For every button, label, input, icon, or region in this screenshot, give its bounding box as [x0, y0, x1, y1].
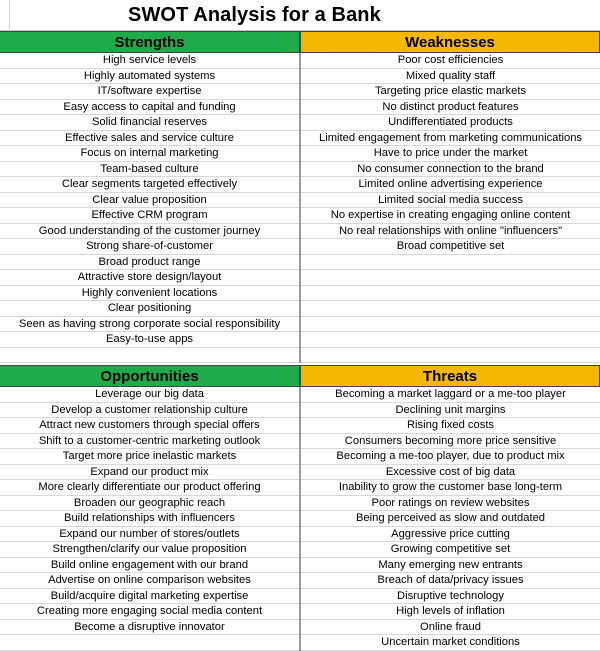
weaknesses-header: Weaknesses	[300, 31, 600, 53]
list-item: Build relationships with influencers	[0, 511, 299, 527]
list-item: Broad product range	[0, 255, 299, 271]
list-item: Disruptive technology	[301, 589, 600, 605]
list-item: Excessive cost of big data	[301, 465, 600, 481]
list-item: Declining unit margins	[301, 403, 600, 419]
list-item: Strengthen/clarify our value proposition	[0, 542, 299, 558]
empty-row	[301, 317, 600, 333]
page-title: SWOT Analysis for a Bank	[128, 4, 381, 26]
list-item: No consumer connection to the brand	[301, 162, 600, 178]
list-item: Attractive store design/layout	[0, 270, 299, 286]
list-item: Consumers becoming more price sensitive	[301, 434, 600, 450]
list-item: Target more price inelastic markets	[0, 449, 299, 465]
list-item: Focus on internal marketing	[0, 146, 299, 162]
list-item: No expertise in creating engaging online content	[301, 208, 600, 224]
list-item: No distinct product features	[301, 100, 600, 116]
list-item: Being perceived as slow and outdated	[301, 511, 600, 527]
list-item: Highly convenient locations	[0, 286, 299, 302]
empty-row	[301, 301, 600, 317]
list-item: Clear positioning	[0, 301, 299, 317]
empty-row	[301, 255, 600, 271]
list-item: Breach of data/privacy issues	[301, 573, 600, 589]
list-item: Attract new customers through special offers	[0, 418, 299, 434]
list-item: Limited online advertising experience	[301, 177, 600, 193]
list-item: Develop a customer relationship culture	[0, 403, 299, 419]
strengths-header: Strengths	[0, 31, 300, 53]
list-item: Mixed quality staff	[301, 69, 600, 85]
threats-column	[300, 365, 600, 651]
list-item: Highly automated systems	[0, 69, 299, 85]
list-item: Expand our product mix	[0, 465, 299, 481]
list-item: Online fraud	[301, 620, 600, 636]
list-item: Build/acquire digital marketing expertise	[0, 589, 299, 605]
empty-row	[301, 348, 600, 364]
list-item: Becoming a market laggard or a me-too player	[301, 387, 600, 403]
empty-row	[301, 270, 600, 286]
empty-row	[301, 286, 600, 302]
list-item: Aggressive price cutting	[301, 527, 600, 543]
list-item: Shift to a customer-centric marketing outlook	[0, 434, 299, 450]
list-item: No real relationships with online "influencers"	[301, 224, 600, 240]
strengths-column	[0, 31, 300, 363]
empty-row	[0, 348, 299, 364]
strengths-list	[0, 53, 300, 363]
list-item: Become a disruptive innovator	[0, 620, 299, 636]
opportunities-header: Opportunities	[0, 365, 300, 387]
list-item: More clearly differentiate our product offering	[0, 480, 299, 496]
list-item: IT/software expertise	[0, 84, 299, 100]
list-item: Broad competitive set	[301, 239, 600, 255]
title-row	[0, 0, 600, 31]
list-item: Becoming a me-too player, due to product mix	[301, 449, 600, 465]
list-item: Poor ratings on review websites	[301, 496, 600, 512]
empty-row	[301, 332, 600, 348]
list-item: Seen as having strong corporate social responsibility	[0, 317, 299, 333]
list-item: Leverage our big data	[0, 387, 299, 403]
list-item: Have to price under the market	[301, 146, 600, 162]
weaknesses-column	[300, 31, 600, 363]
opportunities-list	[0, 387, 300, 651]
list-item: Solid financial reserves	[0, 115, 299, 131]
list-item: Broaden our geographic reach	[0, 496, 299, 512]
list-item: Expand our number of stores/outlets	[0, 527, 299, 543]
list-item: Team-based culture	[0, 162, 299, 178]
empty-row	[0, 635, 299, 651]
list-item: Growing competitive set	[301, 542, 600, 558]
list-item: Limited engagement from marketing communications	[301, 131, 600, 147]
list-item: Rising fixed costs	[301, 418, 600, 434]
list-item: Easy-to-use apps	[0, 332, 299, 348]
list-item: Good understanding of the customer journey	[0, 224, 299, 240]
list-item: Build online engagement with our brand	[0, 558, 299, 574]
list-item: High levels of inflation	[301, 604, 600, 620]
list-item: High service levels	[0, 53, 299, 69]
list-item: Undifferentiated products	[301, 115, 600, 131]
list-item: Advertise on online comparison websites	[0, 573, 299, 589]
list-item: Clear value proposition	[0, 193, 299, 209]
threats-header: Threats	[300, 365, 600, 387]
threats-list	[300, 387, 600, 651]
list-item: Effective CRM program	[0, 208, 299, 224]
list-item: Limited social media success	[301, 193, 600, 209]
list-item: Creating more engaging social media content	[0, 604, 299, 620]
opportunities-column	[0, 365, 300, 651]
weaknesses-list	[300, 53, 600, 363]
list-item: Effective sales and service culture	[0, 131, 299, 147]
list-item: Clear segments targeted effectively	[0, 177, 299, 193]
list-item: Many emerging new entrants	[301, 558, 600, 574]
list-item: Poor cost efficiencies	[301, 53, 600, 69]
row-gutter	[0, 0, 10, 31]
list-item: Strong share-of-customer	[0, 239, 299, 255]
list-item: Targeting price elastic markets	[301, 84, 600, 100]
list-item: Inability to grow the customer base long-term	[301, 480, 600, 496]
list-item: Easy access to capital and funding	[0, 100, 299, 116]
list-item: Uncertain market conditions	[301, 635, 600, 651]
